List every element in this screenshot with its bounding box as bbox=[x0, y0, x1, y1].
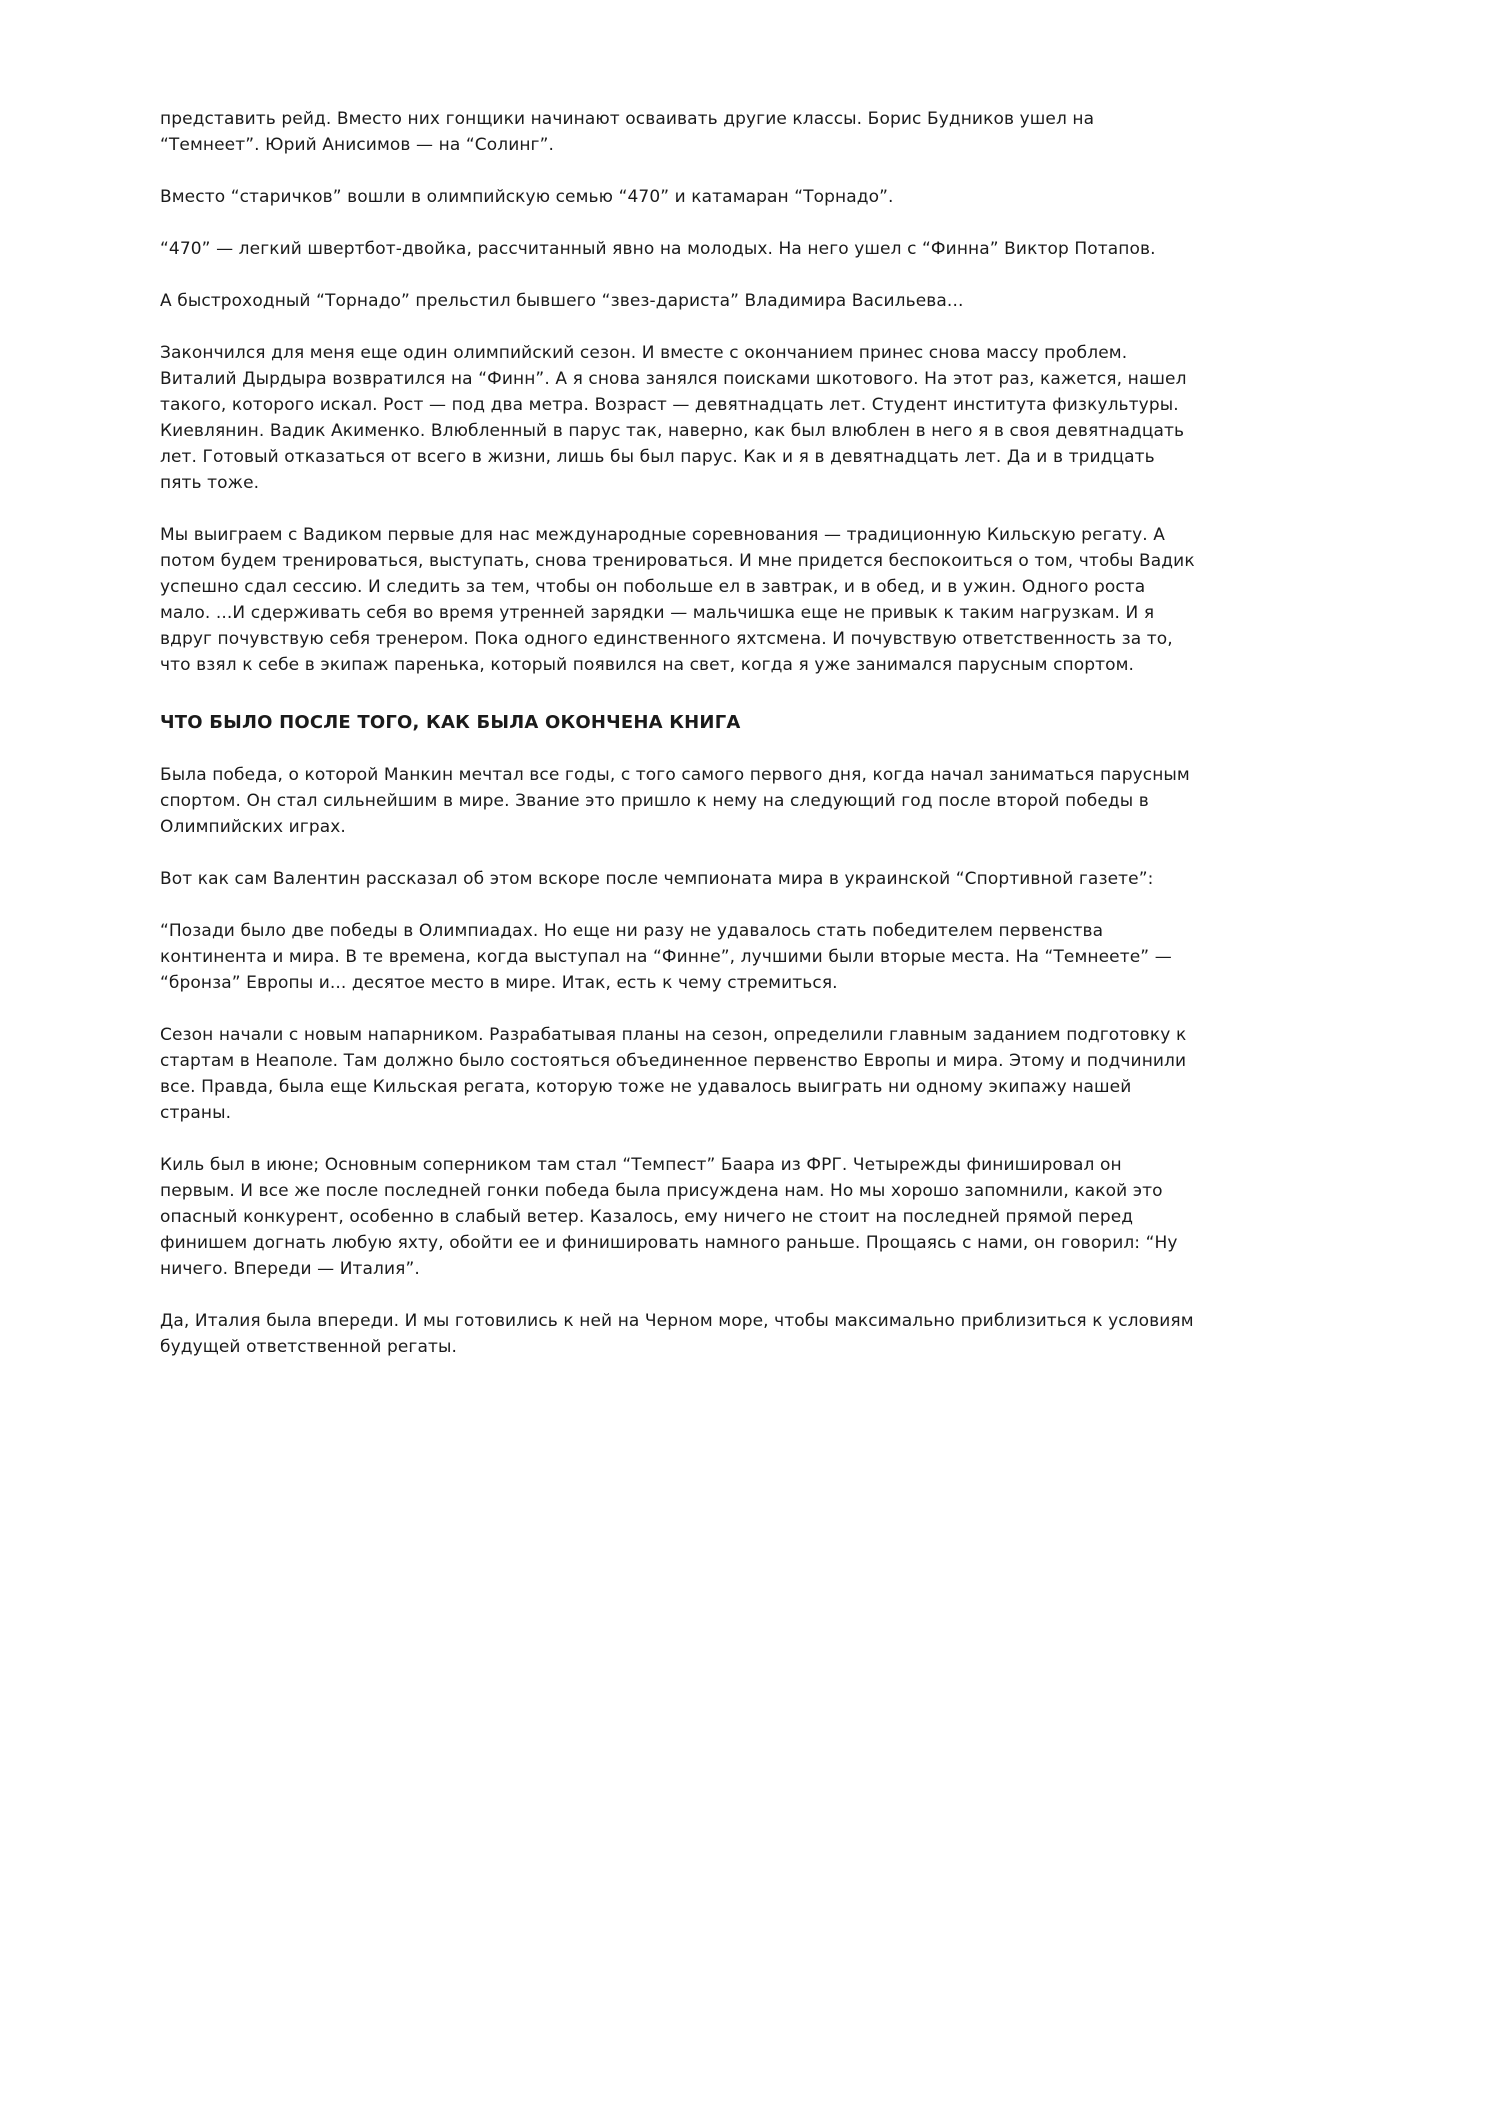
paragraph: Закончился для меня еще один олимпийский сезон. И вместе с окончанием принес снова массу проблем. Виталий Дырдыра возвратился на “Финн”. А я снова занялся поисками шкотового. На этот раз, кажется, нашел такого, которого искал. Рост — под два метра. Возраст — девятнадцать лет. Студент института физкультуры. Киевлянин. Вадик Акименко. Влюбленный в парус так, наверно, как был влюблен в него я в своя девятнадцать лет. Готовый отказаться от всего в жизни, лишь бы был парус. Как и я в девятнадцать лет. Да и в тридцать пять тоже. bbox=[160, 343, 1187, 493]
paragraph: “Позади было две победы в Олимпиадах. Но еще ни разу не удавалось стать победителем первенства континента и мира. В те времена, когда выступал на “Финне”, лучшими были вторые места. На “Темнеете” — “бронза” Европы и... десятое место в мире. Итак, есть к чему стремиться. bbox=[160, 921, 1172, 993]
paragraph: Сезон начали с новым напарником. Разрабатывая планы на сезон, определили главным заданием подготовку к стартам в Неаполе. Там должно было состояться объединенное первенство Европы и мира. Этому и подчинили все. Правда, была еще Кильская регата, которую тоже не удавалось выиграть ни одному экипажу нашей страны. bbox=[160, 1025, 1187, 1123]
paragraph: “470” — легкий швертбот-двойка, рассчитанный явно на молодых. На него ушел с “Финна” Виктор Потапов. bbox=[160, 239, 1156, 259]
paragraph: Мы выиграем с Вадиком первые для нас международные соревнования — традиционную Кильскую регату. А потом будем тренироваться, выступать, снова тренироваться. И мне придется беспокоиться о том, чтобы Вадик успешно сдал сессию. И следить за тем, чтобы он побольше ел в завтрак, и в обед, и в ужин. Одного роста мало. ...И сдерживать себя во время утренней зарядки — мальчишка еще не привык к таким нагрузкам. И я вдруг почувствую себя тренером. Пока одного единственного яхтсмена. И почувствую ответственность за то, что взял к себе в экипаж паренька, который появился на свет, когда я уже занимался парусным спортом. bbox=[160, 525, 1195, 675]
paragraph: А быстроходный “Торнадо” прельстил бывшего “звез-дариста” Владимира Васильева... bbox=[160, 291, 964, 311]
paragraph: Киль был в июне; Основным соперником там стал “Темпест” Баара из ФРГ. Четырежды финишировал он первым. И все же после последней гонки победа была присуждена нам. Но мы хорошо запомнили, какой это опасный конкурент, особенно в слабый ветер. Казалось, ему ничего не стоит на последней прямой перед финишем догнать любую яхту, обойти ее и финишировать намного раньше. Прощаясь с нами, он говорил: “Ну ничего. Впереди — Италия”. bbox=[160, 1155, 1178, 1279]
paragraph: Была победа, о которой Манкин мечтал все годы, с того самого первого дня, когда начал заниматься парусным спортом. Он стал сильнейшим в мире. Звание это пришло к нему на следующий год после второй победы в Олимпийских играх. bbox=[160, 765, 1190, 837]
paragraph: Вместо “старичков” вошли в олимпийскую семью “470” и катамаран “Торнадо”. bbox=[160, 187, 894, 207]
paragraph: представить рейд. Вместо них гонщики начинают осваивать другие классы. Борис Будников ушел на “Темнеет”. Юрий Анисимов — на “Солинг”. bbox=[160, 109, 1095, 155]
paragraph: Да, Италия была впереди. И мы готовились к ней на Черном море, чтобы максимально приблизиться к условиям будущей ответственной регаты. bbox=[160, 1311, 1194, 1357]
paragraph: Вот как сам Валентин рассказал об этом вскоре после чемпионата мира в украинской “Спортивной газете”: bbox=[160, 869, 1154, 889]
section-heading: ЧТО БЫЛО ПОСЛЕ ТОГО, КАК БЫЛА ОКОНЧЕНА КНИГА bbox=[160, 712, 741, 733]
